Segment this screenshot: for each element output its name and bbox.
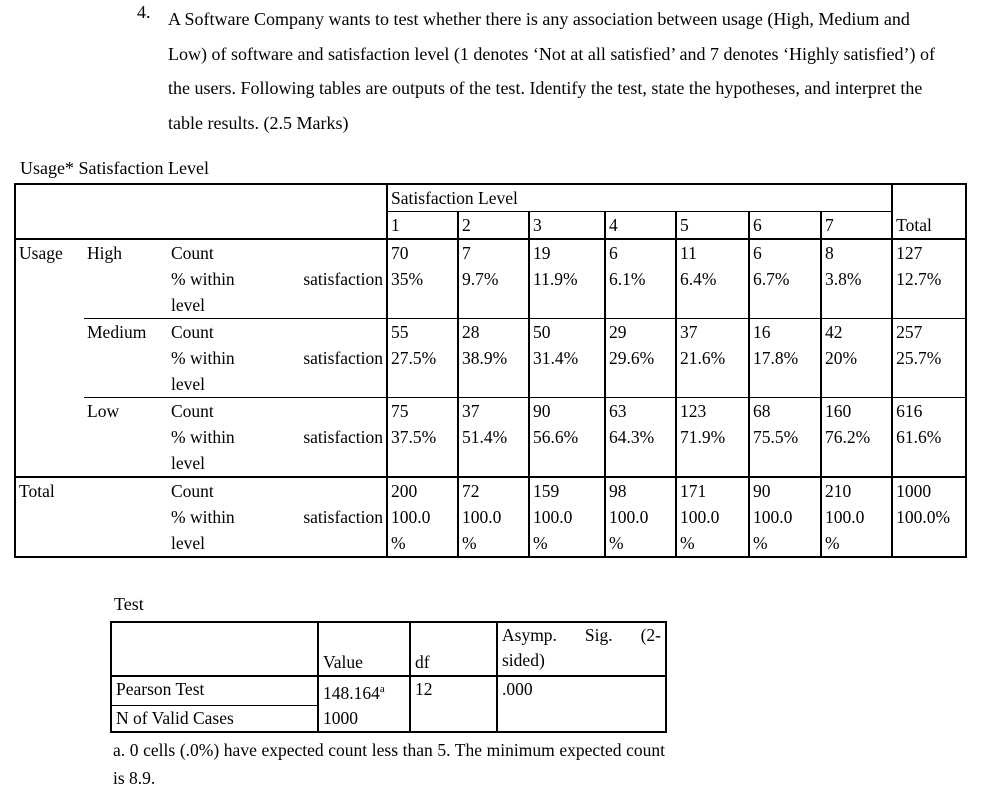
count-cell: 42 [821, 319, 892, 346]
total-pct-cell [529, 504, 605, 557]
pct-cell: 51.4% [458, 424, 529, 477]
pct-label [168, 345, 387, 398]
pct-label-within: % within [171, 269, 235, 289]
pct-cell: 11.9% [529, 266, 605, 319]
pct-label-within: % within [171, 427, 235, 447]
total-count-cell: 210 [821, 477, 892, 504]
count-cell: 37 [676, 319, 749, 346]
level-header: 6 [749, 212, 821, 240]
question-number: 4. [137, 2, 151, 22]
pearson-df: 12 [410, 676, 497, 706]
header-satisfaction-level: Satisfaction Level [387, 184, 892, 212]
test-header-sig-line2: sided) [502, 650, 545, 670]
level-header: 5 [676, 212, 749, 240]
pct-label-level: level [171, 533, 206, 553]
row-var-usage: Usage [15, 239, 84, 266]
count-cell: 16 [749, 319, 821, 346]
total-count-cell: 171 [676, 477, 749, 504]
level-header: 3 [529, 212, 605, 240]
pct-cell: 56.6% [529, 424, 605, 477]
count-cell: 50 [529, 319, 605, 346]
pct-label-level: level [171, 453, 206, 473]
total-pct-value: 100.0% [896, 507, 951, 527]
count-cell: 70 [387, 239, 458, 266]
total-pct-unit: % [825, 533, 840, 553]
total-pct-unit: % [753, 533, 768, 553]
valid-sig [497, 706, 666, 733]
count-cell: 8 [821, 239, 892, 266]
count-cell: 75 [387, 398, 458, 425]
pct-cell: 6.1% [605, 266, 676, 319]
pct-label [168, 424, 387, 477]
pct-cell: 76.2% [821, 424, 892, 477]
pct-cell: 6.4% [676, 266, 749, 319]
pct-label-satisfaction: satisfaction [303, 269, 384, 289]
total-pct-value: 100.0 [680, 507, 720, 527]
pct-label [168, 504, 387, 557]
row-var-blank [15, 398, 84, 425]
test-header-blank [111, 622, 318, 676]
usage-blank [84, 345, 168, 398]
pct-cell: 31.4% [529, 345, 605, 398]
pct-cell: 38.9% [458, 345, 529, 398]
count-cell: 123 [676, 398, 749, 425]
total-count-cell: 98 [605, 477, 676, 504]
total-pct-value: 100.0 [391, 507, 431, 527]
count-cell: 6 [749, 239, 821, 266]
level-header: 4 [605, 212, 676, 240]
total-pct-value: 100.0 [462, 507, 502, 527]
crosstab-table [14, 183, 967, 558]
count-cell: 257 [892, 319, 966, 346]
pct-cell: 29.6% [605, 345, 676, 398]
total-pct-unit: % [462, 533, 477, 553]
usage-blank [84, 424, 168, 477]
pearson-value [318, 676, 410, 706]
total-pct-unit: % [391, 533, 406, 553]
pct-cell: 27.5% [387, 345, 458, 398]
row-var-blank [15, 345, 84, 398]
total-pct-value: 100.0 [825, 507, 865, 527]
total-pct-cell [676, 504, 749, 557]
pct-cell: 25.7% [892, 345, 966, 398]
total-count-cell: 72 [458, 477, 529, 504]
total-count-cell: 159 [529, 477, 605, 504]
count-label: Count [168, 239, 387, 266]
pct-label-satisfaction: satisfaction [303, 348, 384, 368]
row-var-blank [15, 319, 84, 346]
header-total: Total [892, 212, 966, 240]
count-cell: 6 [605, 239, 676, 266]
crosstab-caption: Usage* Satisfaction Level [20, 158, 209, 178]
total-pct-cell [605, 504, 676, 557]
test-table [110, 621, 667, 733]
test-footnote: a. 0 cells (.0%) have expected count less than 5. The minimum expected count is 8.9. [113, 740, 665, 788]
count-cell: 616 [892, 398, 966, 425]
total-count-cell: 200 [387, 477, 458, 504]
valid-df [410, 706, 497, 733]
pearson-sig: .000 [497, 676, 666, 706]
pct-cell: 35% [387, 266, 458, 319]
row-var-blank [15, 424, 84, 477]
count-cell: 55 [387, 319, 458, 346]
pct-cell: 75.5% [749, 424, 821, 477]
count-cell: 68 [749, 398, 821, 425]
count-cell: 37 [458, 398, 529, 425]
total-row-label: Total [15, 477, 168, 504]
pct-cell: 37.5% [387, 424, 458, 477]
total-pct-value: 100.0 [609, 507, 649, 527]
count-label: Count [168, 477, 387, 504]
count-cell: 29 [605, 319, 676, 346]
count-cell: 160 [821, 398, 892, 425]
pct-label-satisfaction: satisfaction [303, 427, 384, 447]
count-label: Count [168, 319, 387, 346]
level-header: 1 [387, 212, 458, 240]
usage-medium: Medium [84, 319, 168, 346]
pct-cell: 20% [821, 345, 892, 398]
total-pct-value: 100.0 [753, 507, 793, 527]
pearson-value-footnote-mark: a [379, 683, 385, 695]
test-caption: Test [114, 594, 144, 614]
count-cell: 7 [458, 239, 529, 266]
pct-label-level: level [171, 295, 206, 315]
pct-cell: 61.6% [892, 424, 966, 477]
valid-label: N of Valid Cases [111, 706, 318, 733]
level-header: 2 [458, 212, 529, 240]
total-pct-cell [387, 504, 458, 557]
pct-label-within: % within [171, 507, 235, 527]
pct-cell: 6.7% [749, 266, 821, 319]
total-pct-value: 100.0 [533, 507, 573, 527]
total-pct-cell [749, 504, 821, 557]
pct-cell: 3.8% [821, 266, 892, 319]
count-cell: 11 [676, 239, 749, 266]
pct-label-satisfaction: satisfaction [303, 507, 384, 527]
pearson-label: Pearson Test [111, 676, 318, 706]
pct-label [168, 266, 387, 319]
pct-label-within: % within [171, 348, 235, 368]
pct-cell: 64.3% [605, 424, 676, 477]
pearson-value-number: 148.164 [323, 682, 380, 703]
pct-cell: 9.7% [458, 266, 529, 319]
level-header: 7 [821, 212, 892, 240]
pct-cell: 21.6% [676, 345, 749, 398]
usage-high: High [84, 239, 168, 266]
pct-cell: 17.8% [749, 345, 821, 398]
count-cell: 28 [458, 319, 529, 346]
count-cell: 19 [529, 239, 605, 266]
total-pct-unit: % [533, 533, 548, 553]
total-pct-unit: % [609, 533, 624, 553]
test-header-df: df [410, 622, 497, 676]
header-corner-lower [15, 212, 387, 240]
pct-cell: 71.9% [676, 424, 749, 477]
usage-low: Low [84, 398, 168, 425]
count-cell: 90 [529, 398, 605, 425]
total-count-cell: 90 [749, 477, 821, 504]
question-text: A Software Company wants to test whether there is any association between usage (High, Medium and Low) of software and satisfaction level (1 denotes ‘Not at all satisfied’ and 7 denotes ‘Highly satisfied’) of the users. Following tables are outputs of the test. Identify the test, state the hypotheses, and interpret the table results. (2.5 Marks) [168, 9, 935, 133]
row-var-blank [15, 266, 84, 319]
total-pct-cell [892, 504, 966, 557]
pct-cell: 12.7% [892, 266, 966, 319]
header-total-blank [892, 184, 966, 212]
header-corner [15, 184, 387, 212]
total-row-blank [15, 504, 168, 557]
total-count-cell: 1000 [892, 477, 966, 504]
count-cell: 63 [605, 398, 676, 425]
valid-value: 1000 [318, 706, 410, 733]
test-header-sig-line1: Asymp. Sig. (2- [502, 625, 661, 645]
total-pct-cell [458, 504, 529, 557]
test-header-sig [497, 622, 666, 676]
total-pct-cell [821, 504, 892, 557]
test-header-value: Value [318, 622, 410, 676]
usage-blank [84, 266, 168, 319]
count-label: Count [168, 398, 387, 425]
total-pct-unit: % [680, 533, 695, 553]
pct-label-level: level [171, 374, 206, 394]
count-cell: 127 [892, 239, 966, 266]
